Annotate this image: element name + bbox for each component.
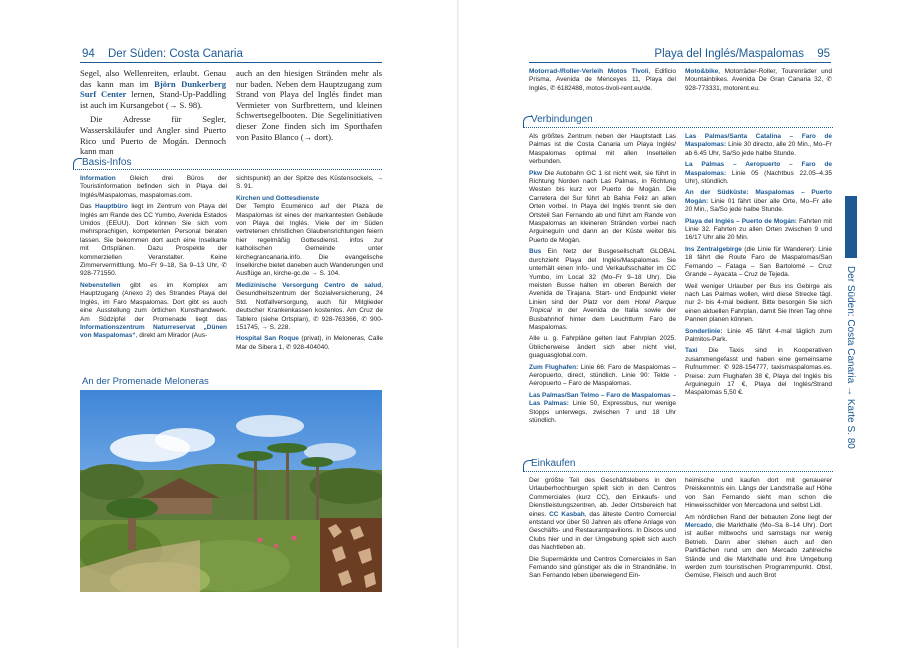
intro-paragraph: Segel, also Wellenreiten, erlaubt. Genau das kann man im Björn Dunkerberg Surf Center lernen, Stand-Up-Paddling ist auch im Kursangebot (→ S. 98). (80, 68, 227, 110)
einheimische-paragraph: heimische und kaufen dort mit genauerer Preiskenntnis ein. Längs der Landstraße auf Höhe von San Fernando sieht man schon die Hinweisschilder von Mercadona und selbst Lidl. (685, 477, 832, 510)
basis-infos-bracket (73, 158, 82, 169)
right-page-header (654, 48, 830, 60)
flughafen-entry: Zum Flughafen: Linie 66: Faro de Maspalomas – Aeropuerto, direct, stündlich. Linie 90: Telde - Aeropuerto – Faro de Maspalomas. (529, 363, 676, 388)
san-telmo-entry: Las Palmas/San Telmo – Faro de Maspalomas – Las Palmas: Linie 50, Expressbus, nur wenige Stopps unterwegs, zwischen 7 und 18 Uhr stündlich. (529, 391, 676, 424)
right-header-rule (529, 62, 831, 63)
verbindungen-column-2 (685, 133, 832, 401)
aussichtspunkt-continuation: sichtspunkt) an der Spitze des Küstensockels, → S. 91. (236, 175, 383, 191)
chapter-side-tab (845, 196, 857, 258)
vehicle-rental-column-1 (529, 68, 676, 96)
einkaufen-column-2 (685, 477, 832, 584)
hospital-entry: Hospital San Roque (privat), in Meloneras, Calle Mar de Sibera 1, ✆ 928-404040. (236, 335, 383, 351)
verbindungen-heading: Verbindungen (531, 114, 593, 125)
basis-infos-column-1 (80, 175, 227, 344)
medizin-entry: Medizinische Versorgung Centro de salud, Gesundheitszentrum der Sozialversicherung, 24 Std. Notfallversorgung, auch für Mitglieder deutscher Krankenkassen kostenlos. Am Cruz de Tablero (siehe Ortsplan), ✆ 928-763366, ✆ 900-151745, → S. 228. (236, 281, 383, 331)
motos-tivoli-entry: Motorrad-/Roller-Verleih Motos Tivoli, Edificio Prisma, Avenida de Menceyes 11, Playa del Inglés, ✆ 6182488, motos-tivoli-rent.eu/de. (529, 68, 676, 92)
chapter-side-label: Der Süden: Costa Canaria → Karte S. 80 (845, 266, 856, 449)
surf-center-link: Björn Dunkerberg Surf Center (80, 78, 227, 100)
mercado-paragraph: Am nördlichen Rand der bebauten Zone liegt der Mercado, die Markthalle (Mo–Sa 8–14 Uhr). Dort ist außer mittwochs und samstags nur wenig Betrieb. Dann aber stehen auch auf den Parkflächen rund um den Mercado zahlreiche Stände und die Markthalle und ihre Umgebung werden zum touristischen Programmpunkt. Obst, Gemüse, Fleisch und auch Brot (685, 513, 832, 580)
aeropuerto-entry: La Palmas – Aeropuerto – Faro de Maspalomas: Linie 05 (Nachtbus 22.05–4.35 Uhr), stündlich. (685, 161, 832, 186)
promenade-photo (80, 390, 382, 592)
basis-infos-heading: Basis-Infos (82, 157, 132, 168)
page-gutter (457, 0, 459, 648)
basis-infos-column-2 (236, 175, 383, 355)
sailing-paragraph: Die Adresse für Segler, Wasserskiläufer und Angler sind Puerto Rico und Puerto de Mogán. Dennoch kann man (80, 114, 226, 157)
sonderlinie-entry: Sonderlinie: Linie 45 fährt 4-mal täglich zum Palmitos-Park. (685, 327, 832, 343)
beach-paragraph: auch an den hiesigen Stränden mehr als nur baden. Neben dem Hauptzugang zum Strand von Playa del Inglés findet man Vermieter von Surfbrettern, und kleinen Schwertsegelbooten. Die Segelinitiativen dieser Zone finden sich im Sporthafen von Pasito Blanco (→ dort). (236, 68, 382, 142)
kirchen-entry: Kirchen und Gottesdienste Der Templo Ecuménico auf der Plaza de Maspalomas ist eines der markantesten Gebäude von Playa del Inglés. Viele der im Süden vertretenen christlichen Glaubensrichtungen feiern hier regelmäßig Gottesdienst. infos zur katholischen Gemeinde unter kirchegrancanaria.info. Die evangelische Inselkirche bietet daneben auch Wanderungen und Ausflüge an, kirche-gc.de → S. 104. (236, 194, 383, 278)
einkaufen-rule (523, 471, 833, 472)
right-page-number: 95 (817, 48, 830, 60)
pkw-entry: Pkw Die Autobahn GC 1 ist nicht weit, sie führt in Richtung Norden nach Las Palmas, in Richtung Westen bis kurz vor Puerto de Mogán. Die Carretera del Sur führt ab Bahia Feliz an allen Orten vorbei. In Playa del Inglés trennt sie den Ortsteil San Fernando ab und führt am Rande von Maspalomas an kleineren Stränden vorbei nach Arguineguín und dann an der Küste weiter bis Puerto de Mogán. (529, 169, 676, 244)
nebenstellen-entry: Nebenstellen gibt es im Komplex am Hauptzugang (Anexo 2) des Strandes Playa del Inglés, im Faro Maspalomas. Dort gibt es auch eine Ausstellung zum örtlichen Kunsthandwerk. Am Südzipfel der Promenade liegt das Informationszentrum Naturreservat „Dünen von Maspalomas“, direkt am Mirador (Aus- (80, 281, 227, 340)
einkaufen-column-1 (529, 477, 676, 584)
taxi-entry: Taxi Die Taxis sind in Kooperativen zusammengefasst und haben eine gemeinsame Rufnummer: ✆ 928-154777, taxismaspalomas.es. Preise: zum Flughafen 38 €, Playa del Inglés bis Arguineguín 17 €, Playa del Inglés/Strand Maspalomas 5,50 €. (685, 347, 832, 397)
centros-comerciales-paragraph: Der größte Teil des Geschäftslebens in den Urlauberhochburgen spielt sich in den Centros Commerciales (kurz CC), den Einkaufs- und Dienstleistungszentren, ab. Jeder Ortsbereich hat eines. CC Kasbah, das älteste Centro Comercial entstand vor über 50 Jahren als offene Anlage von Geschäfts- und Restaurantpavilions. In Discos und Clubs hier und in der Umgebung spielt sich auch das Nachtleben ab. (529, 477, 676, 552)
left-intro-column-2 (236, 68, 382, 146)
hauptbuero-entry: Das Hauptbüro liegt im Zentrum von Playa del Inglés am Rande des CC Yumbo, Avenida Estados Unidos (EEUU). Dort können Sie sich vom mehrsprachigen, kompetenten Personal beraten lassen. Sie bekommen dort auch eine Inselkarte mit Ortsplänen. Dazu Prospekte der kommerziellen Veranstalter. Keine Zimmervermittlung. Mo–Fr 9–18, Sa 9–13 Uhr, ✆ 928-771550. (80, 203, 227, 278)
verbindungen-column-1 (529, 133, 676, 428)
verbindungen-rule (523, 127, 833, 128)
suedkueste-entry: An der Südküste: Maspalomas – Puerto Mogán: Linie 01 fährt über alle Orte, Mo–Fr alle 20 Min., Sa/So jede halbe Stunde. (685, 189, 832, 214)
information-entry: Information Gleich drei Büros der Touristinformation befinden sich in Playa del Inglés/Maspalomas, maspalomas.com. (80, 175, 227, 199)
puerto-mogan-entry: Playa del Inglés – Puerto de Mogán: Fahrten mit Linie 32. Fahrten zu allen Orten zwischen 9 und 16/17 Uhr alle 20 Min. (685, 217, 833, 242)
zentralgebirge-entry: Ins Zentralgebirge (die Linie für Wanderer): Linie 18 fährt die Route Faro de Maspalomas/San Fernando – Fataga – San Bartolomé – Cruz Grande – Ayacata – Cruz de Tejeda. (685, 245, 832, 279)
fahrplan-note: Alle u. g. Fahrpläne gelten laut Fahrplan 2025. Üblicherweise ändert sich aber nicht viel, guaguasglobal.com. (529, 335, 676, 360)
bus-entry: Bus Ein Netz der Busgesellschaft GLOBAL durchzieht Playa del Inglés/Maspalomas. Sie unterhält einen Info- und Verkaufsschalter im CC Yumbo, im Local 32 (Mo–Fr 9–18 Uhr). Die meisten Busse halten im oberen Bereich der Avenida de Tirajana. Start- und Endpunkt vieler Linien sind der Platz vor dem Hotel Parque Tropical in der Avenida de Italia sowie der Busbahnhof hinter dem Leuchtturm Faro de Maspalomas. (529, 248, 676, 331)
left-page-number: 94 (82, 48, 95, 60)
photo-caption: An der Promenade Meloneras (82, 376, 209, 387)
einkaufen-heading: Einkaufen (531, 458, 576, 469)
santa-catalina-entry: Las Palmas/Santa Catalina – Faro de Maspalomas: Linie 30 directo, alle 20 Min., Mo–Fr ab 6.45 Uhr, Sa/So jede halbe Stunde. (685, 133, 832, 157)
vehicle-rental-column-2 (685, 68, 832, 96)
right-running-title: Playa del Inglés/Maspalomas (654, 48, 804, 60)
chapter-side-label-wrap (824, 266, 876, 466)
left-running-title: Der Süden: Costa Canaria (108, 48, 243, 60)
verbindungen-intro: Als größtes Zentrum neben der Hauptstadt Las Palmas ist die Costa Canaria um Playa Inglés/ Maspalomas optimal mit allen Inselteilen verbunden. (529, 133, 676, 166)
basis-infos-rule (73, 169, 382, 170)
left-header-rule (80, 62, 382, 63)
left-intro-column-1 (80, 68, 226, 161)
gebirge-note: Weil weniger Urlauber per Bus ins Gebirge als nach Las Palmas wollen, wird diese Strecke tägl. nur 2- bis 4-mal bedient. Bitte besorgen Sie sich einen aktuellen Fahrplan, damit Sie Ihren Tag ohne Pannen planen können. (685, 282, 832, 324)
left-page-header (82, 48, 243, 60)
supermaerkte-paragraph: Die Supermärkte und Centros Comerciales in San Fernando sind günstiger als die in Strandnähe. In San Fernando leben überwiegend Ein- (529, 555, 676, 580)
motobike-entry: Moto&bike, Motorräder-Roller, Tourenräder und Mountainbikes. Avenida De Gran Canaria 32, ✆ 928-773331, motorent.eu. (685, 68, 832, 92)
